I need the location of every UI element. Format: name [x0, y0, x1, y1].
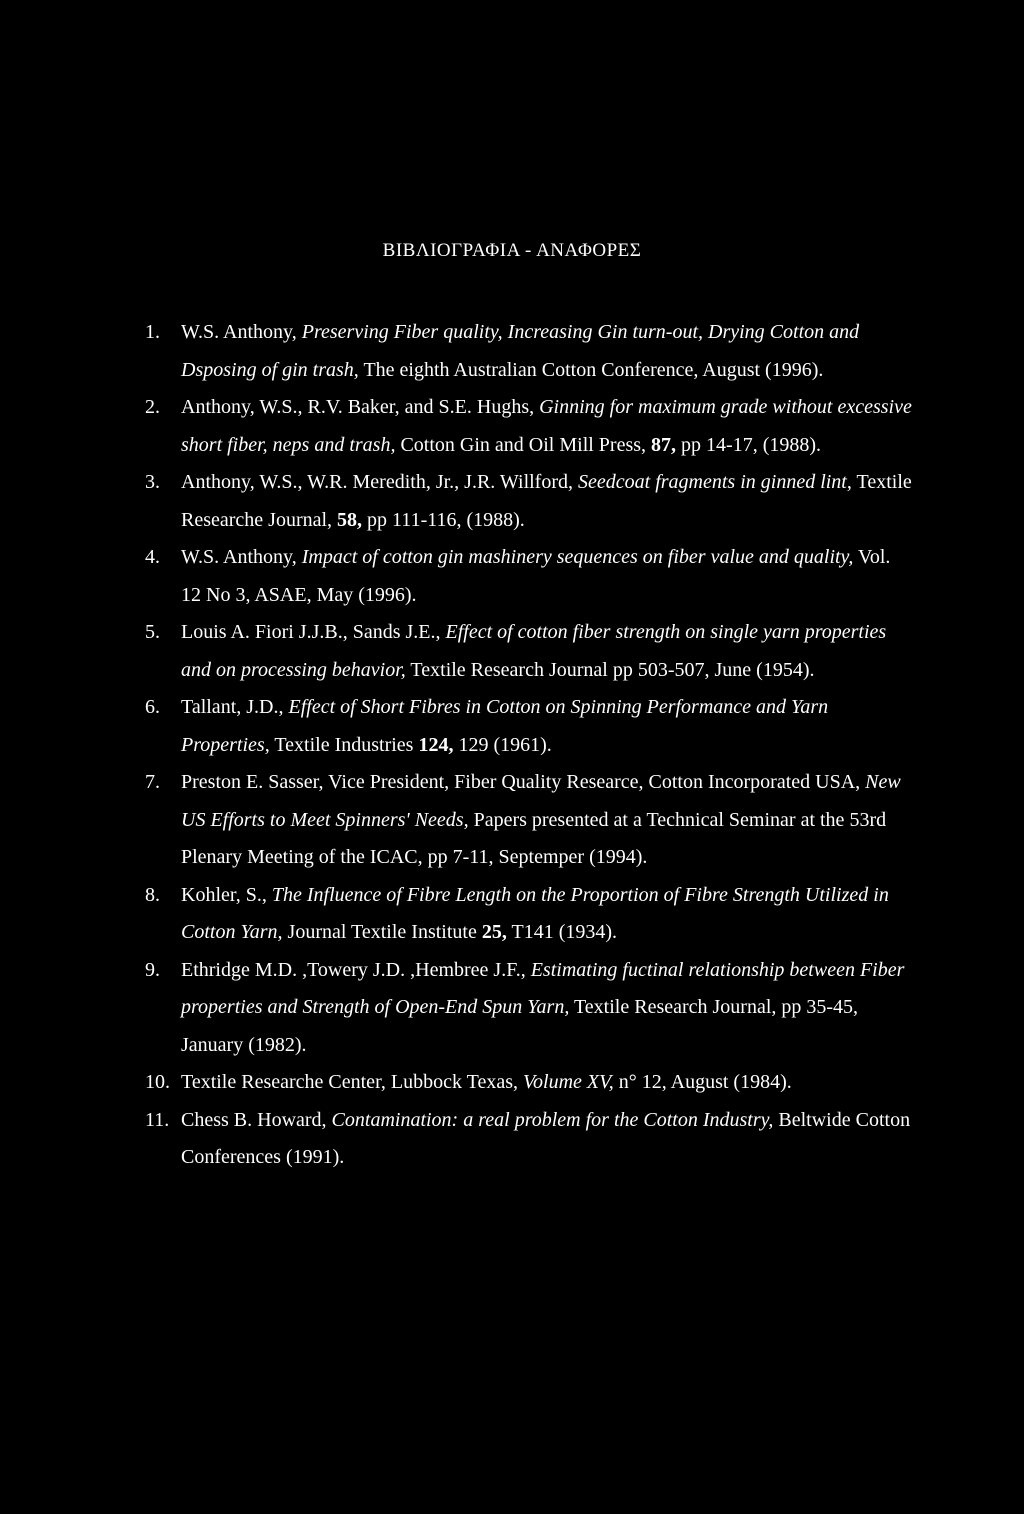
reference-title: Preserving Fiber quality, Increasing Gin turn-out, Drying Cotton and Dsposing of gin trash, [181, 321, 860, 381]
reference-item [145, 614, 915, 689]
reference-text: W.S. Anthony, [181, 321, 302, 343]
reference-text: Textile Industries [269, 733, 419, 756]
reference-text: W.S. Anthony, [181, 546, 302, 568]
reference-title: Effect of cotton fiber strength on single yarn properties and on processing behavior, [181, 621, 887, 681]
reference-number: 7. [145, 771, 160, 793]
reference-number: 5. [145, 621, 160, 643]
reference-volume: 25, [481, 921, 507, 943]
reference-item [145, 539, 915, 614]
reference-text: Vol. 12 No 3, ASAE, May (1996). [181, 546, 891, 606]
reference-title: Effect of Short Fibres in Cotton on Spinning Performance and Yarn Properties, [181, 696, 829, 756]
reference-volume: 124, [418, 733, 454, 756]
reference-text: The eighth Australian Cotton Conference, August (1996). [358, 358, 824, 381]
reference-text: Tallant, J.D., [181, 696, 289, 718]
reference-number: 11. [145, 1108, 170, 1131]
reference-text: Preston E. Sasser, Vice President, Fiber Quality Researce, Cotton Incorporated USA, [181, 771, 866, 793]
reference-text: Kohler, S., [181, 883, 272, 906]
reference-item [145, 1064, 915, 1102]
reference-title: Impact of cotton gin mashinery sequences on fiber value and quality, [301, 546, 854, 568]
reference-title: Seedcoat fragments in ginned lint, [578, 471, 852, 493]
reference-title: Estimating fuctinal relationship between Fiber properties and Strength of Open-End Spun Yarn, [181, 958, 905, 1018]
reference-text: Textile Researche Journal, [181, 471, 912, 531]
reference-number: 1. [145, 321, 160, 343]
reference-text: 129 (1961). [453, 733, 552, 756]
reference-text: Louis A. Fiori J.J.B., Sands J.E., [181, 621, 446, 643]
reference-item [145, 464, 915, 539]
reference-title: The Influence of Fibre Length on the Proportion of Fibre Strength Utilized in Cotton Yarn, [181, 883, 889, 943]
reference-item [145, 689, 915, 764]
reference-item [145, 1102, 915, 1177]
reference-number: 2. [145, 396, 160, 418]
reference-title: Contamination: a real problem for the Cotton Industry, [331, 1108, 774, 1131]
reference-text: Textile Research Journal, pp 35-45, January (1982). [181, 996, 859, 1056]
reference-number: 9. [145, 958, 160, 981]
reference-text: Textile Research Journal pp 503-507, June (1954). [405, 658, 815, 681]
reference-text: n° 12, August (1984). [613, 1071, 792, 1093]
reference-text: pp 14-17, (1988). [676, 433, 822, 456]
reference-volume: 58, [337, 508, 363, 531]
reference-text: Ethridge M.D. ,Towery J.D. ,Hembree J.F., [181, 958, 531, 981]
reference-text: Anthony, W.S., W.R. Meredith, Jr., J.R. Willford, [181, 471, 579, 493]
reference-item [145, 952, 915, 1065]
reference-number: 4. [145, 546, 160, 568]
reference-number: 8. [145, 883, 160, 906]
reference-text: Textile Researche Center, Lubbock Texas, [181, 1071, 524, 1093]
reference-number: 6. [145, 696, 160, 718]
reference-text: Cotton Gin and Oil Mill Press, [395, 433, 652, 456]
reference-title: Ginning for maximum grade without excessive short fiber, neps and trash, [181, 396, 912, 456]
reference-number: 10. [145, 1071, 170, 1093]
page-title: ΒΙΒΛΙΟΓΡΑΦΙΑ - ΑΝΑΦΟΡΕΣ [382, 240, 642, 261]
reference-text: Anthony, W.S., R.V. Baker, and S.E. Hughs, [181, 396, 540, 418]
reference-item [145, 877, 915, 952]
reference-title: Volume XV, [523, 1071, 614, 1093]
reference-list [145, 314, 915, 1177]
reference-text: T141 (1934). [506, 921, 618, 943]
reference-title: New US Efforts to Meet Spinners' Needs, [181, 771, 901, 831]
reference-item [145, 764, 915, 877]
reference-text: Beltwide Cotton Conferences (1991). [181, 1108, 911, 1168]
reference-item [145, 314, 915, 389]
reference-volume: 87, [651, 433, 677, 456]
reference-text: Chess B. Howard, [181, 1108, 332, 1131]
reference-text: pp 111-116, (1988). [362, 508, 525, 531]
reference-text: Papers presented at a Technical Seminar at the 53rd Plenary Meeting of the ICAC, pp 7-11, Septemper (1994). [181, 808, 887, 868]
reference-text: Journal Textile Institute [282, 921, 482, 943]
reference-number: 3. [145, 471, 160, 493]
reference-item [145, 389, 915, 464]
